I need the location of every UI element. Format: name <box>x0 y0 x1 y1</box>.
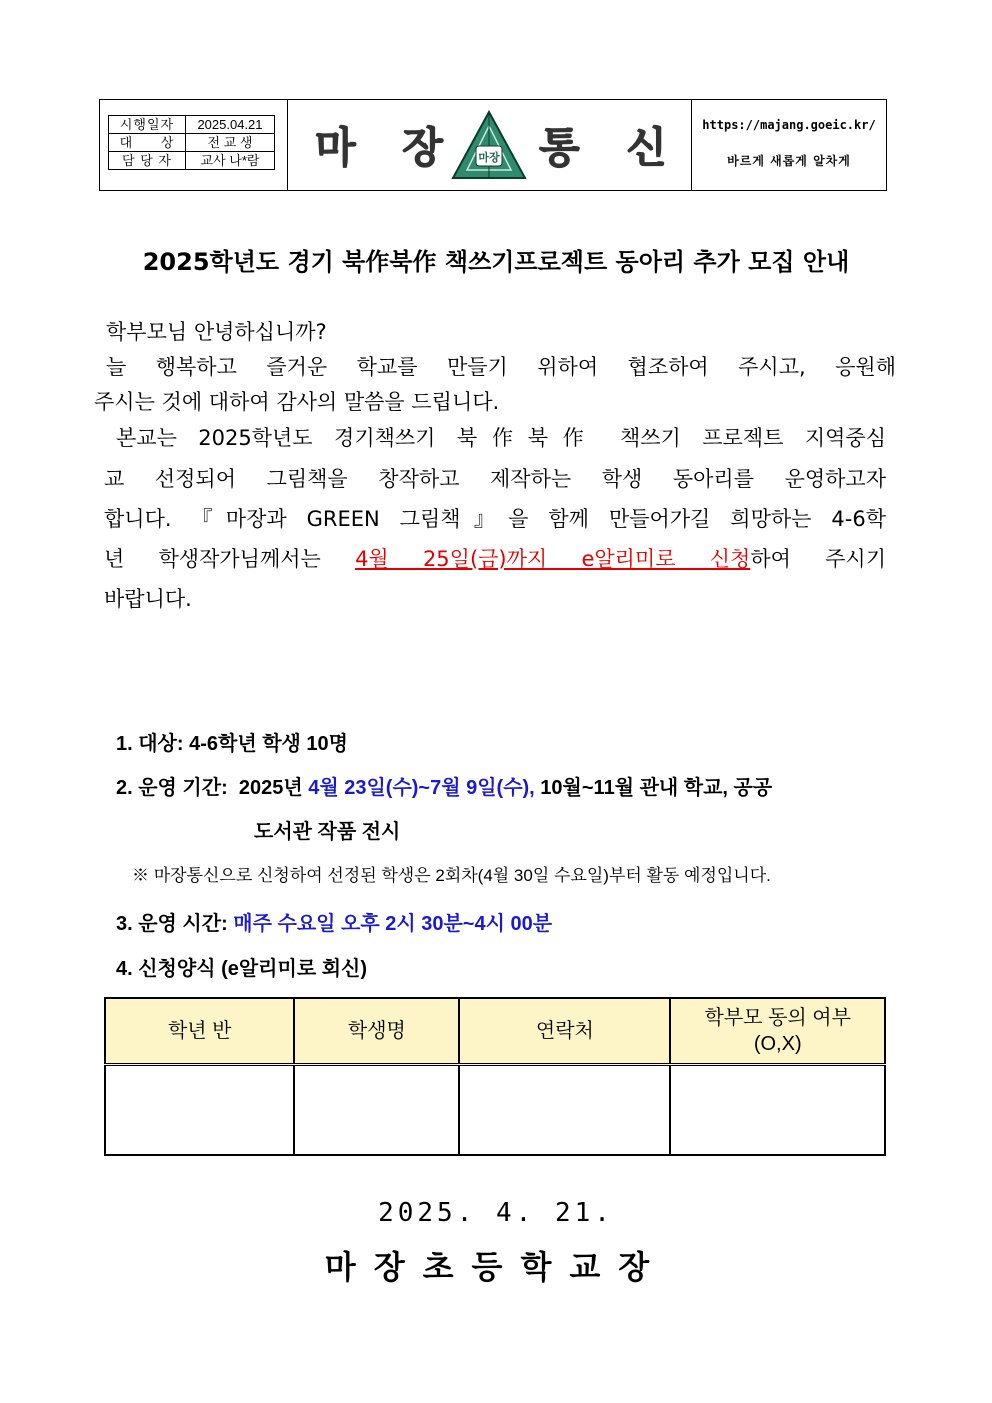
meta-row <box>109 116 275 134</box>
item-time <box>116 907 552 936</box>
application-form-table <box>104 997 886 1156</box>
issue-date: 2025. 4. 21. <box>378 1198 614 1228</box>
form-header-row <box>105 998 885 1065</box>
meta-label: 대 상 <box>109 134 186 152</box>
meta-row <box>109 134 275 152</box>
item-time-pre: 3. 운영 시간: <box>116 913 234 935</box>
consent-header-line1: 학부모 동의 여부 <box>704 1007 851 1029</box>
para1-line1: 늘 행복하고 즐거운 학교를 만들기 위하여 협조하여 주시고, 응원해 <box>106 355 896 379</box>
form-header-student-name: 학생명 <box>294 998 459 1065</box>
para2-line4-pre: 년 학생작가님께서는 <box>104 547 356 571</box>
meta-value: 전 교 생 <box>186 134 275 152</box>
para2-line2: 교 선정되어 그림책을 창작하고 제작하는 학생 동아리를 운영하고자 <box>104 467 886 491</box>
item-form-title: 4. 신청양식 (e알리미로 회신) <box>116 958 367 980</box>
header-contact <box>692 100 886 190</box>
para2-line4-post: 하여 주시기 <box>750 547 886 571</box>
greeting: 학부모님 안녕하십니까? <box>106 320 327 344</box>
form-header-consent <box>670 998 885 1065</box>
para2-line5: 바랍니다. <box>104 587 192 611</box>
banner-svg <box>287 100 691 190</box>
consent-cell[interactable] <box>670 1065 885 1156</box>
meta-value: 교사 나*람 <box>186 152 275 170</box>
school-slogan: 바르게 새롭게 알차게 <box>727 154 851 168</box>
item-time-value: 매주 수요일 오후 2시 30분~4시 00분 <box>233 913 553 935</box>
newsletter-banner <box>287 100 692 190</box>
form-header-contact: 연락처 <box>459 998 670 1065</box>
meta-label: 담 당 자 <box>109 152 186 170</box>
item-period-dates: 4월 23일(수)~7월 9일(수), <box>308 777 535 799</box>
para1-line2: 주시는 것에 대하여 감사의 말씀을 드립니다. <box>94 390 500 414</box>
form-header-grade-class: 학년 반 <box>105 998 294 1065</box>
meta-row <box>109 152 275 170</box>
deadline-highlight: 4월 25일(금)까지 e알리미로 신청 <box>355 547 751 571</box>
para2-line4 <box>104 543 886 573</box>
grade-class-cell[interactable] <box>105 1065 294 1156</box>
item-period-line2: 도서관 작품 전시 <box>254 821 401 843</box>
school-emblem-icon <box>453 112 525 178</box>
meta-label: 시행일자 <box>109 116 186 134</box>
para2-line3: 합니다. 『마장과 GREEN 그림책』을 함께 만들어가길 희망하는 4-6학 <box>104 507 886 531</box>
selection-note: ※ 마장통신으로 신청하여 선정된 학생은 2회차(4월 30일 수요일)부터 활동 예정입니다. <box>132 866 771 885</box>
principal-signature: 마장초등학교장 <box>324 1248 668 1286</box>
item-period-post: 10월~11월 관내 학교, 공공 <box>534 777 773 799</box>
school-url-link[interactable]: https://majang.goeic.kr/ <box>702 118 876 132</box>
newsletter-header <box>99 99 887 191</box>
emblem-text: 마장 <box>478 151 500 164</box>
form-input-row <box>105 1065 885 1156</box>
student-name-cell[interactable] <box>294 1065 459 1156</box>
banner-title-left: 마 장 <box>315 123 459 172</box>
item-period <box>116 771 890 800</box>
item-period-pre: 2. 운영 기간: 2025년 <box>116 777 309 799</box>
meta-value: 2025.04.21 <box>186 116 275 134</box>
meta-table <box>108 115 275 170</box>
banner-title-right: 통 신 <box>539 123 683 172</box>
para2-line1: 본교는 2025학년도 경기책쓰기 북作북作 책쓰기 프로젝트 지역중심 <box>116 426 886 450</box>
consent-header-line2: (O,X) <box>753 1033 802 1055</box>
document-title: 2025학년도 경기 북作북作 책쓰기프로젝트 동아리 추가 모집 안내 <box>142 248 850 276</box>
item-target: 1. 대상: 4-6학년 학생 10명 <box>116 733 348 755</box>
meta-block <box>100 100 288 190</box>
contact-cell[interactable] <box>459 1065 670 1156</box>
